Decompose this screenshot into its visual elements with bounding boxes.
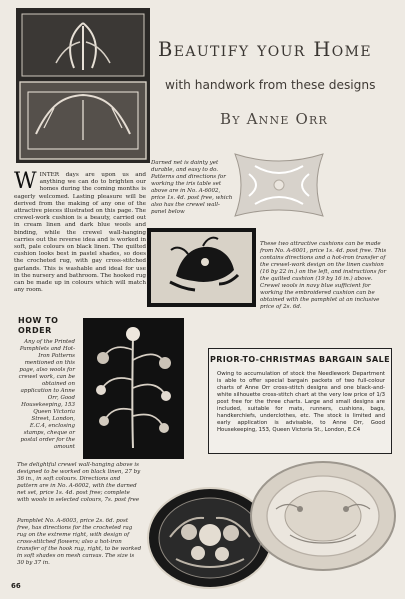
- page-subtitle: with handwork from these designs: [165, 78, 376, 92]
- wall-hanging-caption: The delightful crewel wall-hanging above is designed to be worked on black linen, 27 by 36 in., in soft colours. Directions and pattern are in No. A-6002, with the darned net set, price 1s. 4d. post free; complete with wools in selected colours, 7s. post free: [17, 462, 141, 503]
- crocheted-rag-rug-photo: [248, 457, 398, 577]
- bargain-sale-title: PRIOR-TO-CHRISTMAS BARGAIN SALE: [209, 355, 391, 364]
- author-byline: By Anne Orr: [220, 110, 328, 128]
- crewel-work-cushion-photo: [141, 222, 262, 313]
- intro-paragraph: INTER days are upon us and anything we can do to brighten our homes during the coming months is eagerly welcomed. Lasting pleasure will be derived from the making of any one of the attractive pieces illustrated on this page. The crewel-work cushion is a beauty, carried out in cream linen and dark blue wools and binding, while the crewel wall-hanging carries out the reverse idea and is worked in soft, pale colours on black linen. The quilted cushion looks best in pastel shades, so does the crocheted rug, with gay cross-stitched garlands. This is washable and ideal for use in the nursery and bathroom. The hooked rug can be made up in colours which will match any room.: [14, 172, 146, 294]
- darned-net-caption: Darned net is dainty yet durable, and easy to do. Patterns and directions for working the iris table set above are in No. A-6002, price 1s. 4d. post free, which also has the crewel wall-panel below: [151, 160, 233, 215]
- cushions-caption: These two attractive cushions can be made from No. A-6001, price 1s. 4d. post free. This contains directions and a hot-iron transfer of the crewel-work design on the linen cushion (16 by 22 in.) on the left, and instructions for the quilted cushion (19 by 16 in.) above. Crewel wools in navy blue sufficient for working the embroidered cushion can be obtained with the pamphlet at an inclusive price of 2s. 6d.: [260, 241, 387, 310]
- how-to-order-heading: HOW TO ORDER: [18, 316, 59, 335]
- bargain-sale-box: [208, 348, 392, 454]
- how-to-order-text: Any of the Printed Pamphlets and Hot-Iron Patterns mentioned on this page, also wools for crewel work, can be obtained on application to Anne Orr, Good Housekeeping, 153 Queen Victoria Street, London, E.C.4, enclosing stamps, cheque or postal order for the amount: [18, 339, 75, 450]
- page-title: Beautify your Home: [158, 38, 372, 61]
- page-number: 66: [11, 582, 21, 590]
- bargain-sale-text: Owing to accumulation of stock the Needlework Department is able to offer special bargain packets of two full-colour charts of Anne Orr cross-stitch designs and one black-and-white silhouette cross-stitch chart at the very low price of 1/3 post free for the three charts. Large and small designs are included, suitable for mats, runners, cushions, bags, handkerchiefs, underclothes, etc. The stock is limited and early application is advisable, to Anne Orr, Good Housekeeping, 153, Queen Victoria St., London, E.C4: [217, 371, 385, 433]
- drop-cap: W: [14, 169, 37, 194]
- darned-net-table-set-photo: [16, 8, 150, 163]
- quilted-cushion-photo: [225, 146, 333, 224]
- crewel-wall-hanging-photo: [83, 318, 184, 459]
- intro-text-block: [14, 169, 146, 294]
- pamphlet-caption: Pamphlet No. A-6003, price 2s. 6d. post free, has directions for the crocheted rag rug on the extreme right, with design of cross-stitched flowers; also a hot-iron transfer of the hook rug, right, to be worked in soft shades on mesh canvas. The size is 30 by 37 in.: [17, 518, 142, 566]
